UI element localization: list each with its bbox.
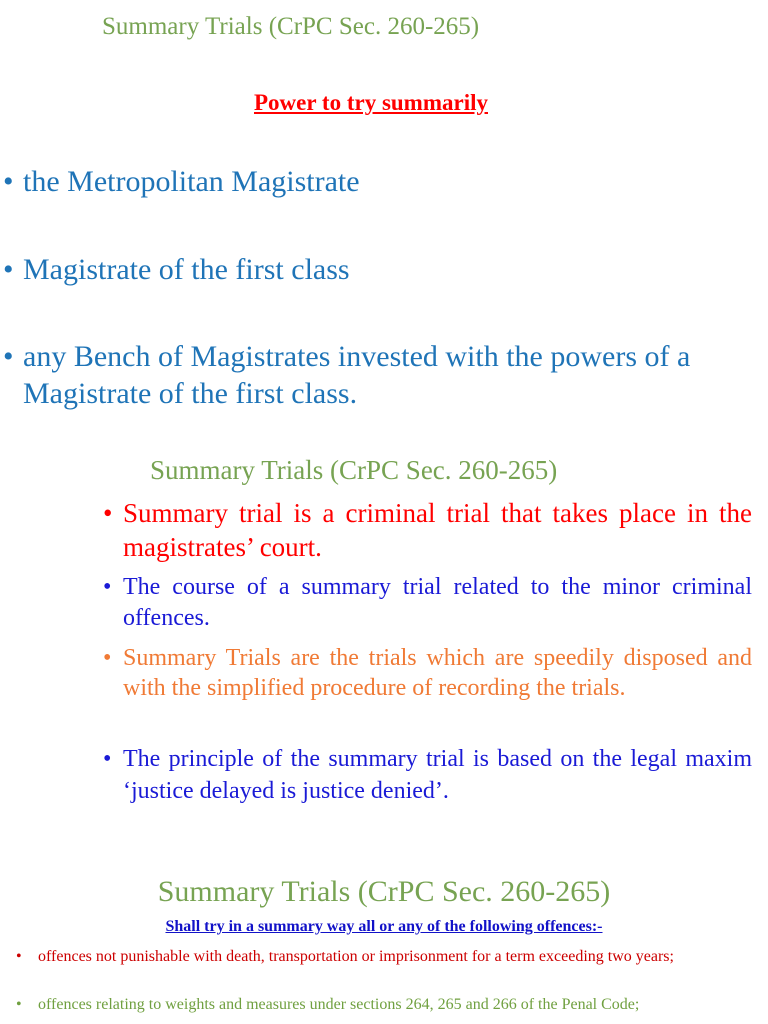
slide2-bullet-2 [103, 572, 752, 634]
slide2-bullet-1 [103, 496, 752, 564]
slide3-subtitle: Shall try in a summary way all or any of the following offences:- [165, 918, 603, 935]
slide1-bullet-text: Magistrate of the first class [23, 253, 350, 286]
slide3-bullet-text: offences relating to weights and measures under sections 264, 265 and 266 of the Penal Code; [38, 996, 640, 1013]
slide1-bullet-3 [3, 338, 763, 412]
slide2-bullet-text: Summary Trials are the trials which are speedily disposed and with the simplified procedure of recording the trials. [123, 645, 752, 701]
slide3-bullet-2 [16, 995, 750, 1015]
slide3-bullet-1 [16, 947, 750, 967]
bullet-icon: • [16, 948, 22, 965]
slide2-bullet-text: The course of a summary trial related to the minor criminal offences. [123, 574, 752, 631]
slide2-title: Summary Trials (CrPC Sec. 260-265) [150, 455, 558, 485]
bullet-icon: • [103, 746, 112, 772]
bullet-icon: • [3, 340, 14, 373]
slide3-bullet-text: offences not punishable with death, transportation or imprisonment for a term exceeding two years; [38, 948, 674, 965]
bullet-icon: • [16, 996, 22, 1013]
slide3-title: Summary Trials (CrPC Sec. 260-265) [157, 875, 611, 908]
slide1-title: Summary Trials (CrPC Sec. 260-265) [102, 13, 480, 40]
slide1-bullet-text: any Bench of Magistrates invested with the powers of a Magistrate of the first class. [23, 340, 691, 410]
slide1-subtitle: Power to try summarily [254, 90, 488, 115]
slide1-bullet-text: the Metropolitan Magistrate [23, 165, 360, 198]
bullet-icon: • [103, 574, 112, 600]
slide2-bullet-4 [103, 743, 752, 807]
bullet-icon: • [103, 645, 112, 671]
bullet-icon: • [3, 165, 14, 198]
bullet-icon: • [3, 253, 14, 286]
slide1-bullet-1 [3, 163, 763, 200]
slide2-bullet-3 [103, 643, 752, 703]
slide2-bullet-text: The principle of the summary trial is based on the legal maxim ‘justice delayed is justice denied’. [123, 746, 752, 804]
slide2-bullet-text: Summary trial is a criminal trial that takes place in the magistrates’ court. [123, 498, 752, 562]
slide1-bullet-2 [3, 251, 763, 288]
bullet-icon: • [103, 498, 113, 528]
